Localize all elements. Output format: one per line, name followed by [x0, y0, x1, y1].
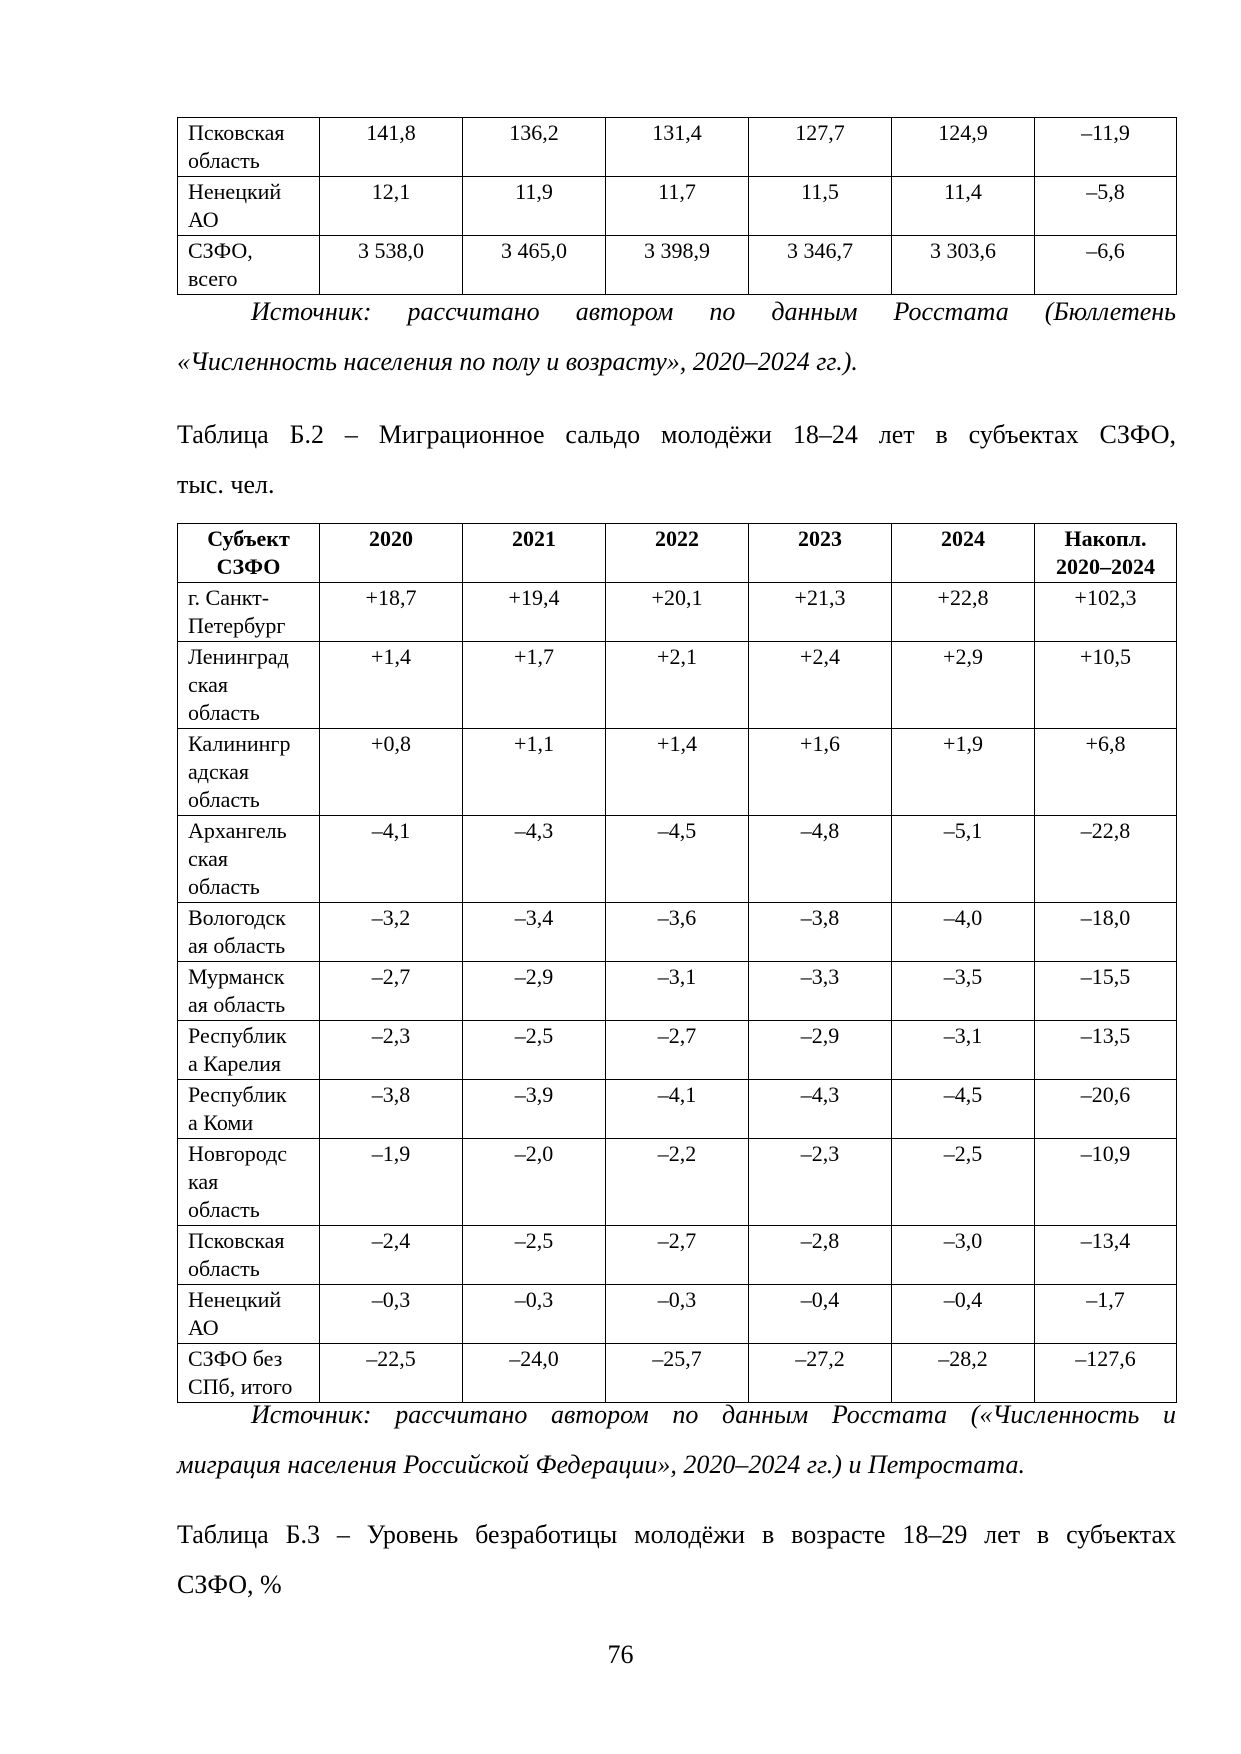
table-row: [178, 236, 1177, 295]
value-cell: –3,9: [463, 1080, 606, 1139]
value-cell: –3,1: [606, 962, 749, 1021]
cell-text-line: СЗФО: [216, 554, 281, 579]
value-cell: –3,8: [320, 1080, 463, 1139]
table-row: [178, 729, 1177, 816]
cell-text-line: СЗФО без: [188, 1346, 283, 1371]
cell-text-line: Калинингр: [188, 731, 291, 756]
value-cell: –4,5: [606, 816, 749, 903]
cell-text-line: 2020–2024: [1056, 554, 1155, 579]
column-header: [892, 524, 1035, 583]
value-cell: –3,5: [892, 962, 1035, 1021]
value-cell: –22,8: [1035, 816, 1177, 903]
page-number: 76: [607, 1640, 634, 1669]
value-cell: 3 303,6: [892, 236, 1035, 295]
value-cell: –2,2: [606, 1139, 749, 1226]
value-cell: +10,5: [1035, 642, 1177, 729]
table-row: [178, 962, 1177, 1021]
value-cell: –0,3: [606, 1285, 749, 1344]
value-cell: –3,8: [749, 903, 892, 962]
region-name-cell: [178, 962, 320, 1021]
value-cell: –2,9: [749, 1021, 892, 1080]
table1-source-note: [177, 287, 1176, 387]
table-row: [178, 118, 1177, 177]
cell-text-line: Псковская: [188, 120, 285, 145]
value-cell: –3,6: [606, 903, 749, 962]
table-row: [178, 1139, 1177, 1226]
caption-line: Таблица Б.2 – Миграционное сальдо молодёжи 18–24 лет в субъектах СЗФО,: [177, 420, 1176, 449]
region-name-cell: [178, 1139, 320, 1226]
population-table-continued: [177, 117, 1177, 295]
value-cell: –2,7: [606, 1226, 749, 1285]
value-cell: 11,7: [606, 177, 749, 236]
value-cell: –4,8: [749, 816, 892, 903]
cell-text-line: Новгородс: [188, 1141, 288, 1166]
value-cell: –4,0: [892, 903, 1035, 962]
region-name-cell: [178, 729, 320, 816]
table-row: [178, 816, 1177, 903]
cell-text-line: Мурманск: [188, 964, 285, 989]
value-cell: –11,9: [1035, 118, 1177, 177]
table-row: [178, 1285, 1177, 1344]
cell-text-line: ская: [188, 846, 229, 871]
value-cell: –4,5: [892, 1080, 1035, 1139]
value-cell: +6,8: [1035, 729, 1177, 816]
cell-text-line: Накопл.: [1064, 526, 1147, 551]
value-cell: +2,9: [892, 642, 1035, 729]
value-cell: –6,6: [1035, 236, 1177, 295]
value-cell: –4,3: [463, 816, 606, 903]
value-cell: –2,5: [463, 1226, 606, 1285]
cell-text-line: г. Санкт-: [188, 585, 270, 610]
column-header: [463, 524, 606, 583]
region-name-cell: [178, 1285, 320, 1344]
value-cell: +1,4: [320, 642, 463, 729]
value-cell: +19,4: [463, 583, 606, 642]
cell-text-line: Вологодск: [188, 905, 286, 930]
value-cell: +1,9: [892, 729, 1035, 816]
value-cell: –5,1: [892, 816, 1035, 903]
value-cell: –0,4: [749, 1285, 892, 1344]
region-name-cell: [178, 177, 320, 236]
value-cell: –0,3: [463, 1285, 606, 1344]
value-cell: –4,1: [320, 816, 463, 903]
value-cell: –20,6: [1035, 1080, 1177, 1139]
value-cell: –1,7: [1035, 1285, 1177, 1344]
cell-text-line: область: [188, 148, 260, 173]
value-cell: –13,4: [1035, 1226, 1177, 1285]
value-cell: –15,5: [1035, 962, 1177, 1021]
caption-line: тыс. чел.: [177, 470, 275, 499]
cell-text-line: 2022: [655, 526, 699, 551]
value-cell: –0,3: [320, 1285, 463, 1344]
value-cell: 11,4: [892, 177, 1035, 236]
value-cell: –3,1: [892, 1021, 1035, 1080]
value-cell: –2,5: [463, 1021, 606, 1080]
cell-text-line: ская: [188, 672, 229, 697]
table-row: [178, 583, 1177, 642]
value-cell: –2,7: [320, 962, 463, 1021]
region-name-cell: [178, 1080, 320, 1139]
value-cell: +1,4: [606, 729, 749, 816]
value-cell: –5,8: [1035, 177, 1177, 236]
table-row: [178, 1080, 1177, 1139]
value-cell: +20,1: [606, 583, 749, 642]
value-cell: –3,4: [463, 903, 606, 962]
region-name-cell: [178, 118, 320, 177]
table-header-row: [178, 524, 1177, 583]
value-cell: –1,9: [320, 1139, 463, 1226]
column-header: [1035, 524, 1177, 583]
table2-source-note: [177, 1390, 1176, 1490]
cell-text-line: СЗФО,: [188, 238, 253, 263]
value-cell: 11,9: [463, 177, 606, 236]
column-header: [749, 524, 892, 583]
cell-text-line: Ненецкий: [188, 179, 282, 204]
value-cell: –3,3: [749, 962, 892, 1021]
value-cell: –2,5: [892, 1139, 1035, 1226]
cell-text-line: АО: [188, 1315, 219, 1340]
cell-text-line: всего: [188, 266, 238, 291]
value-cell: 3 465,0: [463, 236, 606, 295]
value-cell: 3 346,7: [749, 236, 892, 295]
value-cell: –2,9: [463, 962, 606, 1021]
value-cell: –4,1: [606, 1080, 749, 1139]
table-row: [178, 177, 1177, 236]
cell-text-line: а Коми: [188, 1110, 254, 1135]
table2-caption: [177, 410, 1176, 510]
value-cell: –127,6: [1035, 1344, 1177, 1403]
value-cell: –4,3: [749, 1080, 892, 1139]
table-row: [178, 1021, 1177, 1080]
value-cell: +2,4: [749, 642, 892, 729]
cell-text-line: 2021: [512, 526, 556, 551]
value-cell: +18,7: [320, 583, 463, 642]
cell-text-line: Петербург: [188, 613, 286, 638]
cell-text-line: область: [188, 1256, 260, 1281]
region-name-cell: [178, 903, 320, 962]
column-header: [178, 524, 320, 583]
caption-line: Таблица Б.3 – Уровень безработицы молодёжи в возрасте 18–29 лет в субъектах: [177, 1520, 1176, 1549]
value-cell: –2,7: [606, 1021, 749, 1080]
cell-text-line: 2024: [941, 526, 985, 551]
column-header: [320, 524, 463, 583]
value-cell: –2,0: [463, 1139, 606, 1226]
cell-text-line: Псковская: [188, 1228, 285, 1253]
value-cell: –0,4: [892, 1285, 1035, 1344]
value-cell: +22,8: [892, 583, 1035, 642]
value-cell: 11,5: [749, 177, 892, 236]
value-cell: 3 398,9: [606, 236, 749, 295]
cell-text-line: Ненецкий: [188, 1287, 282, 1312]
cell-text-line: а Карелия: [188, 1051, 282, 1076]
cell-text-line: СПб, итого: [188, 1374, 293, 1399]
source-note-line: «Численность населения по полу и возрасту», 2020–2024 гг.).: [177, 347, 858, 376]
cell-text-line: Архангель: [188, 818, 287, 843]
cell-text-line: область: [188, 1197, 260, 1222]
value-cell: 141,8: [320, 118, 463, 177]
migration-balance-table: [177, 523, 1177, 1403]
cell-text-line: 2023: [798, 526, 842, 551]
value-cell: 136,2: [463, 118, 606, 177]
value-cell: –2,3: [320, 1021, 463, 1080]
value-cell: –18,0: [1035, 903, 1177, 962]
region-name-cell: [178, 1021, 320, 1080]
value-cell: –2,3: [749, 1139, 892, 1226]
cell-text-line: ая область: [188, 992, 286, 1017]
cell-text-line: адская: [188, 759, 249, 784]
value-cell: –27,2: [749, 1344, 892, 1403]
value-cell: –10,9: [1035, 1139, 1177, 1226]
table3-caption: [177, 1510, 1176, 1610]
cell-text-line: Республик: [188, 1023, 287, 1048]
value-cell: –3,0: [892, 1226, 1035, 1285]
value-cell: –2,8: [749, 1226, 892, 1285]
region-name-cell: [178, 583, 320, 642]
cell-text-line: Субъект: [207, 526, 290, 551]
source-note-line: миграция населения Российской Федерации», 2020–2024 гг.) и Петростата.: [177, 1450, 1025, 1479]
table-row: [178, 903, 1177, 962]
value-cell: –13,5: [1035, 1021, 1177, 1080]
cell-text-line: область: [188, 700, 260, 725]
value-cell: +0,8: [320, 729, 463, 816]
value-cell: +102,3: [1035, 583, 1177, 642]
table-row: [178, 1226, 1177, 1285]
value-cell: –3,2: [320, 903, 463, 962]
cell-text-line: АО: [188, 207, 219, 232]
value-cell: +2,1: [606, 642, 749, 729]
value-cell: 127,7: [749, 118, 892, 177]
value-cell: 3 538,0: [320, 236, 463, 295]
table-row: [178, 642, 1177, 729]
value-cell: +1,7: [463, 642, 606, 729]
cell-text-line: область: [188, 787, 260, 812]
value-cell: +21,3: [749, 583, 892, 642]
value-cell: +1,1: [463, 729, 606, 816]
caption-line: СЗФО, %: [177, 1570, 282, 1599]
value-cell: +1,6: [749, 729, 892, 816]
source-note-line: Источник: рассчитано автором по данным Росстата (Бюллетень: [251, 297, 1176, 326]
region-name-cell: [178, 236, 320, 295]
value-cell: –24,0: [463, 1344, 606, 1403]
region-name-cell: [178, 642, 320, 729]
cell-text-line: 2020: [369, 526, 413, 551]
region-name-cell: [178, 816, 320, 903]
cell-text-line: область: [188, 874, 260, 899]
value-cell: 124,9: [892, 118, 1035, 177]
value-cell: 131,4: [606, 118, 749, 177]
value-cell: –28,2: [892, 1344, 1035, 1403]
source-note-line: Источник: рассчитано автором по данным Росстата («Численность и: [251, 1400, 1176, 1429]
region-name-cell: [178, 1226, 320, 1285]
value-cell: 12,1: [320, 177, 463, 236]
value-cell: –25,7: [606, 1344, 749, 1403]
cell-text-line: ая область: [188, 933, 286, 958]
column-header: [606, 524, 749, 583]
cell-text-line: Ленинград: [188, 644, 289, 669]
value-cell: –22,5: [320, 1344, 463, 1403]
cell-text-line: Республик: [188, 1082, 287, 1107]
value-cell: –2,4: [320, 1226, 463, 1285]
cell-text-line: кая: [188, 1169, 219, 1194]
